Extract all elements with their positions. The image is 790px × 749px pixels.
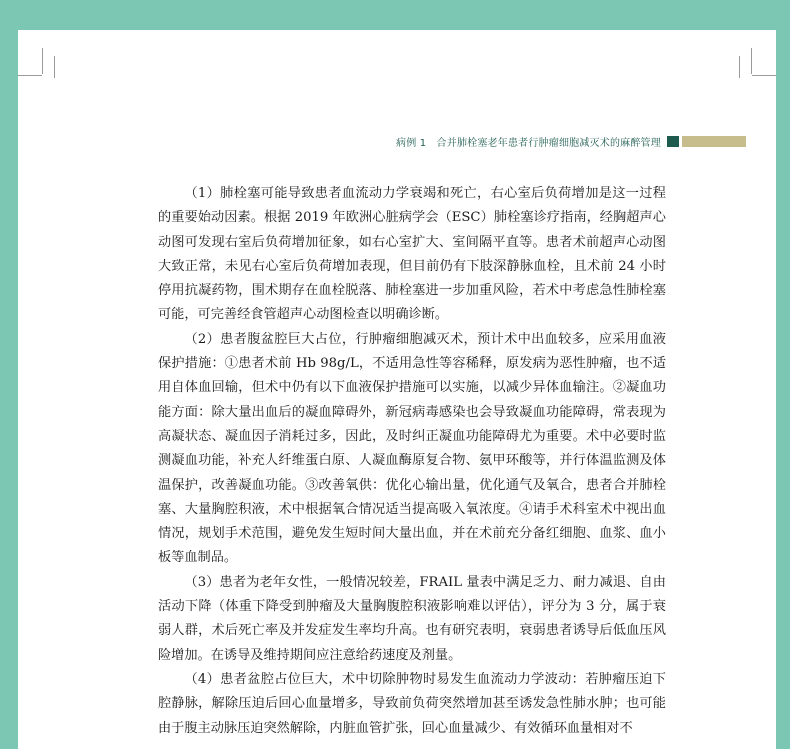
paragraph-2: （2）患者腹盆腔巨大占位，行肿瘤细胞减灭术，预计术中出血较多，应采用血液保护措施：①患者术前 Hb 98g/L，不适用急性等容稀释，原发病为恶性肿瘤，也不适用自体血回输，但术中仍有以下血液保护措施可以实施，以减少异体血输注。②凝血功能方面：除大量出血后的凝血障碍外，新冠病毒感染也会导致凝血功能障碍，常表现为高凝状态、凝血因子消耗过多，因此，及时纠正凝血功能障碍尤为重要。术中必要时监测凝血功能，补充人纤维蛋白原、人凝血酶原复合物、氨甲环酸等，并行体温监测及体温保护，改善凝血功能。③改善氧供：优化心输出量，优化通气及氧合，患者合并肺栓塞、大量胸腔积液，术中根据氧合情况适当提高吸入氧浓度。④请手术科室术中视出血情况，规划手术范围，避免发生短时间大量出血，并在术前充分备红细胞、血浆、血小板等血制品。 (158, 331, 666, 566)
running-header-title: 病例 1 合并肺栓塞老年患者行肿瘤细胞减灭术的麻醉管理 (396, 137, 661, 149)
crop-mark (42, 48, 43, 74)
header-marker-block (667, 136, 679, 147)
crop-mark (739, 56, 740, 78)
paragraph-3: （3）患者为老年女性，一般情况较差，FRAIL 量表中满足乏力、耐力减退、自由活动下降（体重下降受到肿瘤及大量胸腹腔积液影响难以评估），评分为 3 分，属于衰弱人群，术后死亡率及并发症发生率均升高。也有研究表明，衰弱患者诱导后低血压风险增加。在诱导及维持期间应注意给药速度及剂量。 (158, 574, 666, 663)
crop-mark (752, 75, 776, 76)
running-header (396, 134, 746, 148)
paragraph-1: （1）肺栓塞可能导致患者血流动力学衰竭和死亡，右心室后负荷增加是这一过程的重要始动因素。根据 2019 年欧洲心脏病学会（ESC）肺栓塞诊疗指南，经胸超声心动图可发现右室后负荷增加征象，如右心室扩大、室间隔平直等。患者术前超声心动图大致正常，未见右心室后负荷增加表现，但目前仍有下肢深静脉血栓，且术前 24 小时停用抗凝药物，围术期存在血栓脱落、肺栓塞进一步加重风险，若术中考虑急性肺栓塞可能，可完善经食管超声心动图检查以明确诊断。 (158, 186, 666, 323)
paragraph-4: （4）患者盆腔占位巨大，术中切除肿物时易发生血流动力学波动：若肿瘤压迫下腔静脉，解除压迫后回心血量增多，导致前负荷突然增加甚至诱发急性肺水肿；也可能由于腹主动脉压迫突然解除，内脏血管扩张，回心血量减少、有效循环血量相对不 (158, 671, 666, 736)
crop-mark (751, 48, 752, 74)
document-page (18, 30, 776, 749)
crop-mark (18, 75, 42, 76)
crop-mark (54, 56, 55, 78)
body-text (158, 182, 666, 741)
header-marker-bar (682, 136, 746, 147)
